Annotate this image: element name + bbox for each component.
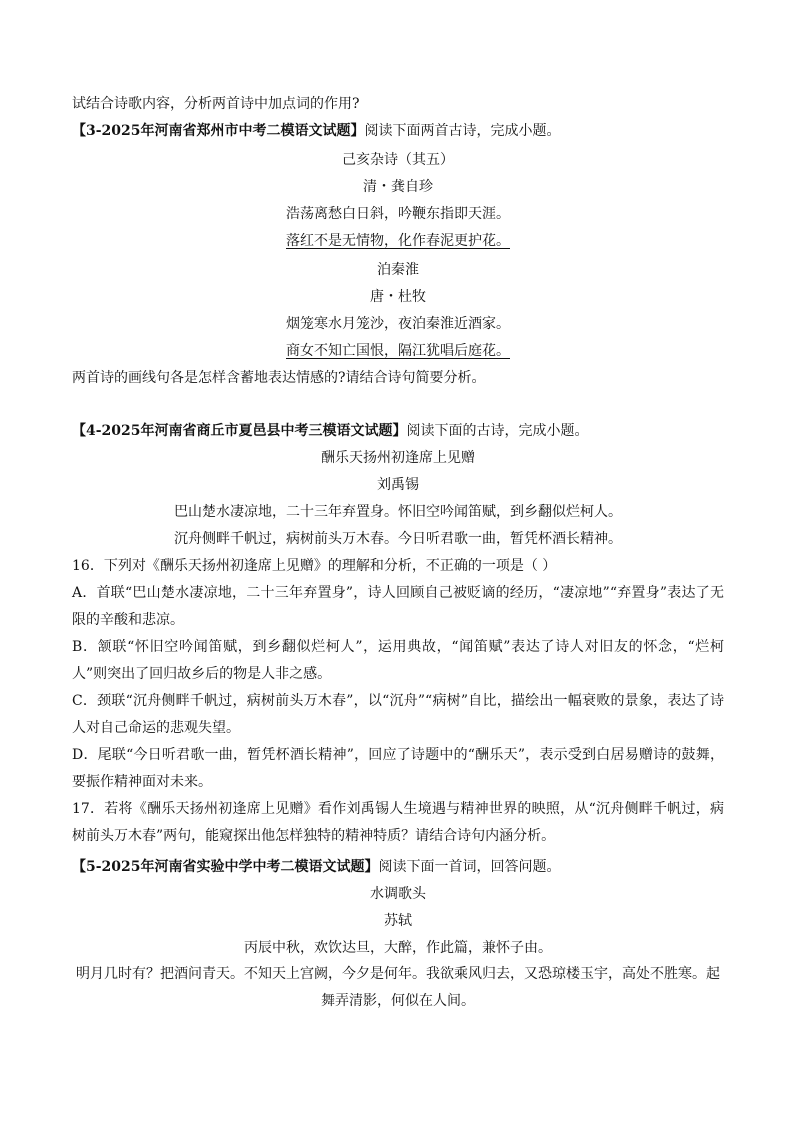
poem4-title: 水调歌头 [370,886,426,902]
section4-header [72,421,724,441]
poem4-text: 明月几时有？把酒问青天。不知天上宫阙，今夕是何年。我欲乘风归去，又恐琼楼玉宇，高处不胜寒。起舞弄清影，何似在人间。 [76,966,720,1009]
question17: 17．若将《酬乐天扬州初逢席上见赠》看作刘禹锡人生境遇与精神世界的映照，从“沉舟侧畔千帆过，病树前头万木春”两句，能窥探出他怎样独特的精神特质？请结合诗句内涵分析。 [72,801,724,844]
section3-question: 两首诗的画线句各是怎样含蓄地表达情感的?请结合诗句简要分析。 [72,370,486,386]
section3-tag: 【3-2025年河南省郑州市中考二模语文试题】 [72,123,365,139]
poem1-line2-wrap [72,231,724,251]
section5-tag: 【5-2025年河南省实验中学中考二模语文试题】 [72,859,379,875]
section4-instruction: 阅读下面的古诗，完成小题。 [406,423,589,439]
poem4-author: 苏轼 [384,913,412,929]
section5-header [72,857,724,877]
poem4-preface: 丙辰中秋，欢饮达旦，大醉，作此篇，兼怀子由。 [244,940,552,956]
question16-option-a: A．首联“巴山楚水凄凉地，二十三年弃置身”，诗人回顾自己被贬谪的经历，“凄凉地”“弃置身”表达了无限的辛酸和悲凉。 [72,585,724,628]
question16-option-c: C．颈联“沉舟侧畔千帆过，病树前头万木春”，以“沉舟”“病树”自比，描绘出一幅衰败的景象，表达了诗人对自己命运的悲观失望。 [72,693,724,736]
section4-tag: 【4-2025年河南省商丘市夏邑县中考三模语文试题】 [72,423,407,439]
poem3-line2: 沉舟侧畔千帆过，病树前头万木春。今日听君歌一曲，暂凭杯酒长精神。 [174,531,622,547]
poem1-line2-underlined: 落红不是无情物，化作春泥更护花。 [286,233,510,249]
question16-option-d: D．尾联“今日听君歌一曲，暂凭杯酒长精神”，回应了诗题中的“酬乐天”，表示受到白居易赠诗的鼓舞，要振作精神面对未来。 [72,747,724,790]
poem1-title: 己亥杂诗（其五） [342,152,454,168]
poem2-line1: 烟笼寒水月笼沙，夜泊秦淮近酒家。 [286,316,510,332]
poem2-line2-underlined: 商女不知亡国恨，隔江犹唱后庭花。 [286,343,510,359]
question16-stem: 16．下列对《酬乐天扬州初逢席上见赠》的理解和分析，不正确的一项是（ ） [72,558,557,574]
intro-question: 试结合诗歌内容，分析两首诗中加点词的作用? [72,96,360,112]
section5-instruction: 阅读下面一首词，回答问题。 [378,859,561,875]
question16-option-b: B．颔联“怀旧空吟闻笛赋，到乡翻似烂柯人”，运用典故，“闻笛赋”表达了诗人对旧友的怀念，“烂柯人”则突出了回归故乡后的物是人非之感。 [72,639,724,682]
poem2-line2-wrap [72,341,724,361]
poem3-author: 刘禹锡 [377,477,419,493]
poem1-line1: 浩荡离愁白日斜，吟鞭东指即天涯。 [286,206,510,222]
poem2-title: 泊秦淮 [377,262,419,278]
poem1-author: 清・龚自珍 [363,179,433,195]
poem2-author: 唐・杜牧 [370,289,426,305]
poem3-line1: 巴山楚水凄凉地，二十三年弃置身。怀旧空吟闻笛赋，到乡翻似烂柯人。 [174,504,622,520]
section3-instruction: 阅读下面两首古诗，完成小题。 [364,123,561,139]
section3-header [72,121,724,141]
poem3-title: 酬乐天扬州初逢席上见赠 [321,450,475,466]
